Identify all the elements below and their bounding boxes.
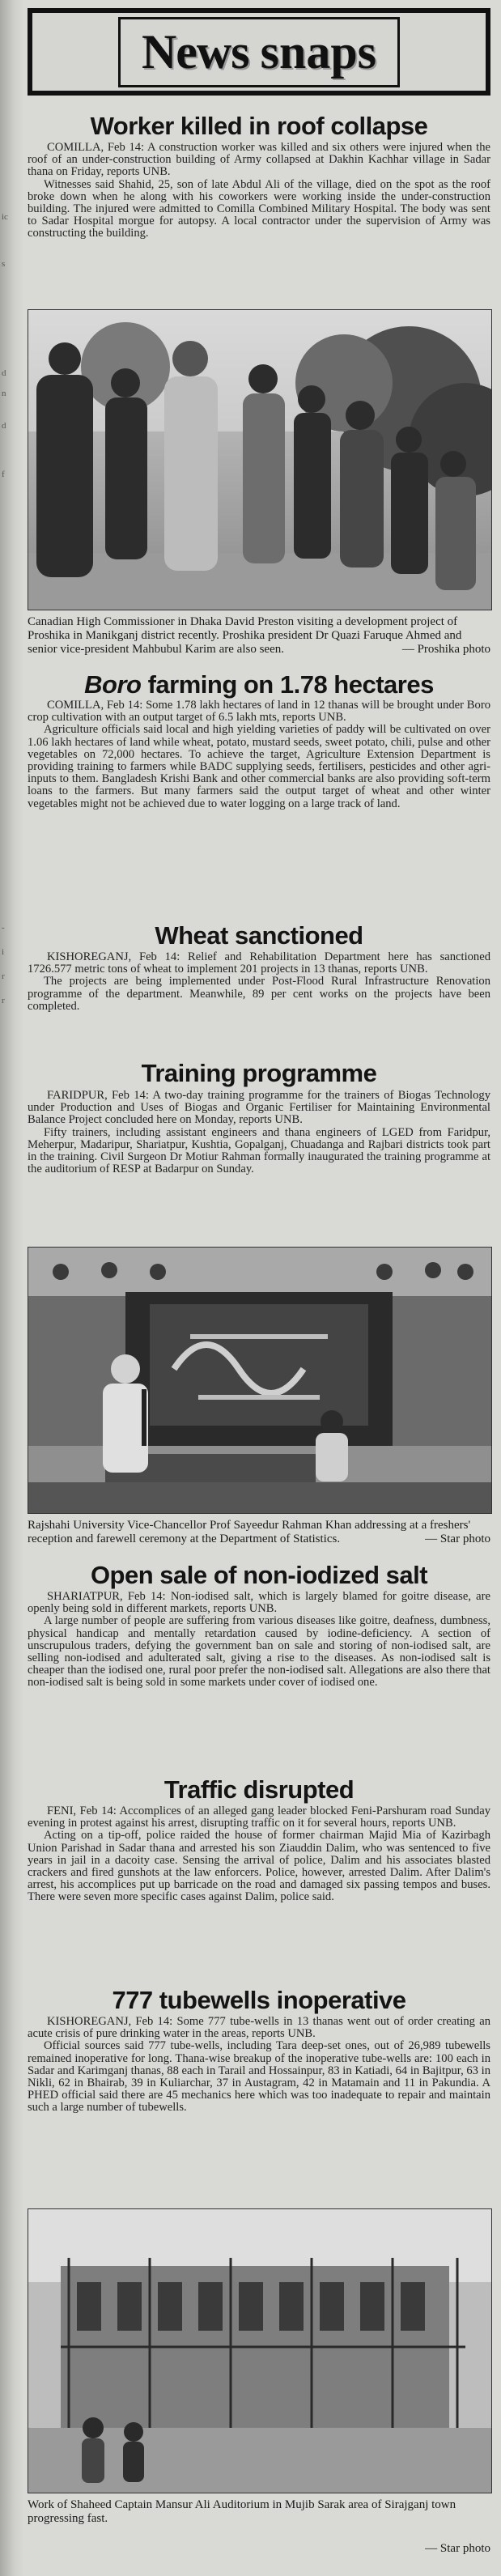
boro-paragraph: COMILLA, Feb 14: Some 1.78 lakh hectares of land in 12 thanas will be brought under Boro crop cultivation with an output target of 6.5 lakh mts, reports UNB. <box>28 699 490 725</box>
adjacent-column-edge <box>0 0 24 2576</box>
training-paragraph: Fifty trainers, including assistant engineers and thana engineers of LGED from Faridpur, Meherpur, Madaripur, Shariatpur, Kushtia, Gopalganj, Chuadanga and Rajbari districts took part in the training. Civil Surgeon Dr Motiur Rahman formally inaugurated the training programme at the auditorium of RESP at Badarpur on Sunday. <box>28 1125 490 1176</box>
traffic-body <box>28 1805 490 1904</box>
tubewells-paragraph: KISHOREGANJ, Feb 14: Some 777 tube-wells in 13 thanas went out of order creating an acute crisis of pure drinking water in the areas, reports UNB. <box>28 2015 490 2041</box>
edge-fragment: d <box>2 368 6 378</box>
auditorium-caption-text: Work of Shaheed Captain Mansur Ali Auditorium in Mujib Sarak area of Sirajganj town progressing fast. <box>28 2498 456 2525</box>
auditorium-credit-line <box>28 2542 490 2556</box>
rajshahi-caption <box>28 1519 490 1546</box>
salt-headline: Open sale of non-iodized salt <box>90 1561 428 1589</box>
boro-headline-italic: Boro <box>84 670 142 699</box>
training-body <box>28 1090 490 1175</box>
rajshahi-photo-image <box>28 1248 491 1513</box>
traffic-paragraph: Acting on a tip-off, police raided the house of former chairman Majid Mia of Kazirbagh Union Parishad in Sadar thana and arrested his son Ziauddin Dalim, who was sentenced to five years in jail in a dacoity case. Sensing the arrival of police, Dalim and his associates blasted crackers and fired gunshots at the law enforcers. Police, however, arrested Dalim. After Dalim's arrest, his accomplices put up barricade on the road and damaged six passing tempos and buses. There were seven more specific cases against Dalim, police said. <box>28 1829 490 1904</box>
news-column <box>28 8 490 2570</box>
salt-paragraph: SHARIATPUR, Feb 14: Non-iodised salt, which is largely blamed for goitre disease, are openly being sold in different markets, reports UNB. <box>28 1590 490 1616</box>
rajshahi-photo-credit: — Star photo <box>425 1532 490 1545</box>
tubewells-paragraph: Official sources said 777 tube-wells, including Tara deep-set ones, out of 26,989 tubewells remained inoperative for long. Thana-wise breakup of the inoperative tube-wells are: 100 each in Sadar and Karimganj thanas, 88 each in Tarail and Hossainpur, 83 in Katiadi, 64 in Bajitpur, 63 in Nikli, 62 in Bhairab, 39 in Kuliarchar, 37 in Austagram, 42 in Matamain and 11 in Pakundia. A PHED official said there are 45 mechanics here which was too inadequate to repair and maintain such a large number of tubewells. <box>28 2039 490 2115</box>
proshika-photo-credit: — Proshika photo <box>401 643 490 656</box>
proshika-photo-image <box>28 310 491 610</box>
salt-paragraph: A large number of people are suffering from various diseases like goitre, deafness, dumbness, physical handicap and mentally retardation caused by iodine-deficiency. A section of unscrupulous traders, defying the government ban on sale and storing of non-iodised salt, are selling non-iodised and adulterated salt, giving a rise to the diseases. As non-iodised salt is cheaper than the iodised one, rural poor prefer the non-iodised salt. Allegations are also there that non-iodised salt is being sold in some markets under cover of iodised one. <box>28 1614 490 1690</box>
edge-fragment: ic <box>2 212 8 222</box>
training-headline: Training programme <box>141 1059 377 1087</box>
tubewells-headline: 777 tubewells inoperative <box>112 1986 406 2014</box>
edge-fragment: d <box>2 421 6 431</box>
boro-headline <box>28 670 490 699</box>
traffic-headline: Traffic disrupted <box>163 1775 355 1804</box>
worker-paragraph: Witnesses said Shahid, 25, son of late Abdul Ali of the village, died on the spot as the roof broke down when he along with his coworkers were working inside the under-construction building. The injured were admitted to Comilla Combined Military Hospital. The body was sent to Sadar Hospital morgue for autopsy. A local contractor under the supervision of Army was constructing the building. <box>28 177 490 240</box>
traffic-paragraph: FENI, Feb 14: Accomplices of an alleged gang leader blocked Feni-Parshuram road Sunday evening in protest against his arrest, disrupting traffic on it for several hours, reports UNB. <box>28 1804 490 1830</box>
edge-fragment: s <box>2 259 6 269</box>
salt-body <box>28 1591 490 1690</box>
edge-fragment: i <box>2 947 5 957</box>
boro-headline-rest: farming on 1.78 hectares <box>141 670 434 699</box>
worker-paragraph: COMILLA, Feb 14: A construction worker was killed and six others were injured when the roof of an under-construction building of Army collapsed at Dakhin Kachhar village in Sadar thana on Friday, reports UNB. <box>28 141 490 179</box>
auditorium-photo-image <box>28 2209 491 2493</box>
boro-body <box>28 699 490 810</box>
edge-fragment: r <box>2 996 5 1005</box>
wheat-paragraph: The projects are being implemented under Post-Flood Rural Infrastructure Renovation programme of the department. Meanwhile, 89 per cent works on the projects have been completed. <box>28 975 490 1013</box>
edge-fragment: n <box>2 389 6 398</box>
masthead <box>28 8 490 96</box>
edge-fragment: - <box>2 923 5 933</box>
masthead-word-news: News <box>141 24 249 79</box>
auditorium-photo <box>28 2208 492 2493</box>
masthead-frame <box>118 17 400 87</box>
proshika-photo <box>28 309 492 610</box>
wheat-paragraph: KISHOREGANJ, Feb 14: Relief and Rehabilitation Department here has sanctioned 1726.577 metric tons of wheat to implement 201 projects in 13 thanas, reports UNB. <box>28 950 490 976</box>
auditorium-photo-credit: — Star photo <box>425 2542 490 2555</box>
worker-headline: Worker killed in roof collapse <box>90 112 428 140</box>
wheat-body <box>28 951 490 1013</box>
boro-paragraph: Agriculture officials said local and high yielding varieties of paddy will be cultivated on over 1.06 lakh hectares of land while wheat, potato, mustard seeds, sweet potato, chili, pulse and other vegetables on 72,000 hectares. To achieve the target, Agriculture Extension Department is providing training to farmers while BADC supplying seeds, fertilisers, pesticides and other agri-inputs to them. Bangladesh Krishi Bank and other commercial banks are also providing soft-term loans to the farmers. But many farmers said the output target of wheat and other winter vegetables might not be achieved due to water logging on a large track of land. <box>28 723 490 810</box>
proshika-caption-text: Canadian High Commissioner in Dhaka David Preston visiting a development project of Proshika in Manikganj district recently. Proshika president Dr Quazi Faruque Ahmed and senior vice-president Mahbubul Karim are also seen. <box>28 615 462 656</box>
wheat-headline: Wheat sanctioned <box>155 921 363 950</box>
training-paragraph: FARIDPUR, Feb 14: A two-day training programme for the trainers of Biogas Technology under Production and Uses of Biogas and Organic Fertiliser for Maintaining Environmental Balance Project concluded here on Monday, reports UNB. <box>28 1089 490 1127</box>
rajshahi-photo <box>28 1247 492 1514</box>
edge-fragment: r <box>2 971 5 981</box>
proshika-caption <box>28 615 490 657</box>
edge-fragment: f <box>2 470 5 479</box>
masthead-word-snaps: snaps <box>260 24 377 79</box>
worker-body <box>28 142 490 240</box>
rajshahi-caption-text: Rajshahi University Vice-Chancellor Prof Sayeedur Rahman Khan addressing at a freshers' reception and farewell ceremony at the Department of Statistics. <box>28 1519 471 1545</box>
tubewells-body <box>28 2016 490 2115</box>
auditorium-caption <box>28 2498 490 2526</box>
